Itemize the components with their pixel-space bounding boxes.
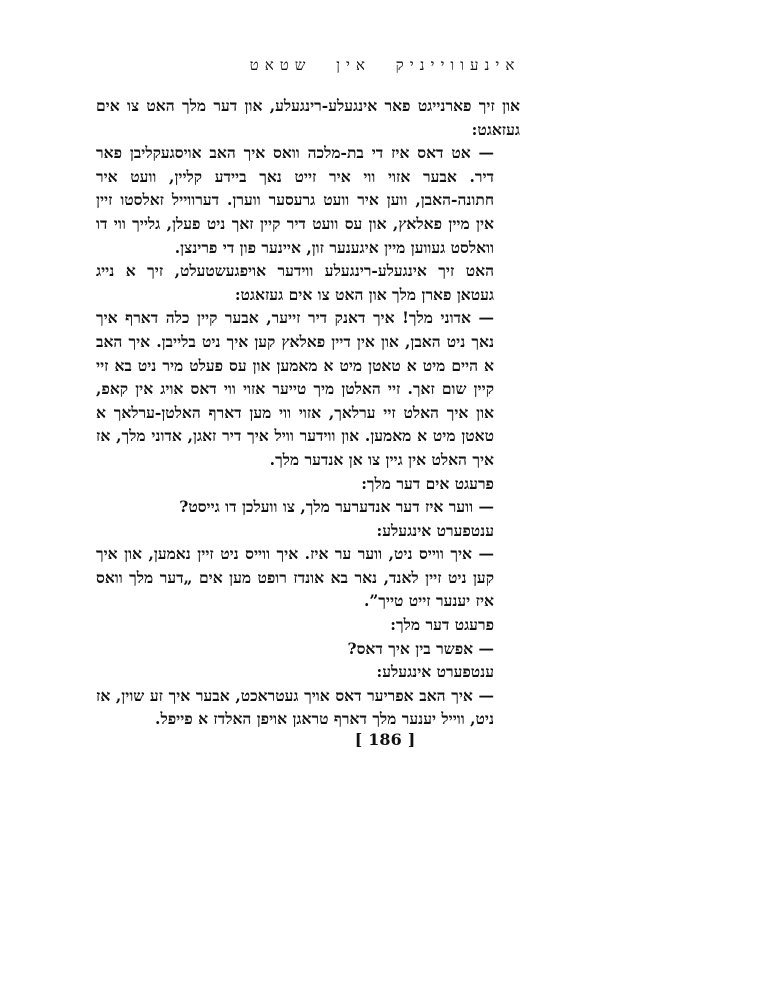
paragraph: — איך האב אפריער דאס אויך געטראכט, אבער איך זע שוין, אז ניט, ווייל יענער מלך דארף טראגן אויפן האלדז א פייפל.	[96, 685, 494, 729]
paragraph: פרעגט דער מלך:	[390, 615, 494, 635]
paragraph: — ווער איז דער אנדערער מלך, צו וועלכן דו גייסט?	[179, 497, 494, 517]
paragraph: — אדוני מלך! איך דאנק דיר זייער, אבער קיין כלה דארף איך נאך ניט האבן, און אין דיין פאלאץ קען איך ניט בלייבן. איך האב א היים מיט א טאטן מיט א מאמען און עס פעלט מיר ניט בא זיי קיין שום זאך. זיי האלטן מיך טייער אזוי ווי דאס אויג אין קאפ, און איך האלט זיי ערלאך, אזוי ווי מען דארף האלטן-ערלאך א טאטן מיט א מאמען. און ווידער וויל איך דיר זאגן, אדוני מלך, אז איך האלט אין גיין צו אן אנדער מלך.	[96, 308, 494, 469]
paragraph: ענטפערט אינגעלע:	[376, 662, 494, 682]
paragraph: — אפשר בין איך דאס?	[347, 638, 494, 658]
paragraph: און זיך פארנייגט פאר אינגעלע-רינגעלע, און דער מלך האט צו אים געזאגט:	[96, 96, 520, 139]
paragraph: ענטפערט אינגעלע:	[376, 520, 494, 540]
paragraph: פרעגט אים דער מלך:	[361, 473, 494, 493]
paragraph: — איך ווייס ניט, ווער ער איז. איך ווייס ניט זיין נאמען, און איך קען ניט זיין לאנד, נאר בא אונדז רופט מען אים „דער מלך וואס איז יענער זייט טייך”.	[96, 544, 494, 611]
right-bracket: ]	[407, 730, 416, 749]
running-head: אינעווייניק אין שטאט	[249, 56, 521, 74]
paragraph: האט זיך אינגעלע-רינגעלע ווידער אויפגעשטעלט, זיך א נייג געטאן פארן מלך און האט צו אים געזאגט:	[96, 261, 494, 304]
text-block	[96, 94, 520, 731]
page-number	[0, 730, 770, 749]
left-bracket: [	[354, 730, 363, 749]
paragraph: — אט דאס איז די בת-מלכה וואס איך האב אויסגעקליבן פאר דיר. אבער אזוי ווי איר זייט נאך ביידע קליין, וועט איר חתונה-האבן, ווען איר וועט גרעסער ווערן. דערווייל זאלסטו זיין אין מיין פאלאץ, און עס וועט דיר קיין זאך ניט פעלן, גלייך ווי דו וואלסט געווען מיין איגענער זון, איינער פון די פרינצן.	[96, 143, 494, 257]
page-number-value: 186	[368, 730, 402, 749]
